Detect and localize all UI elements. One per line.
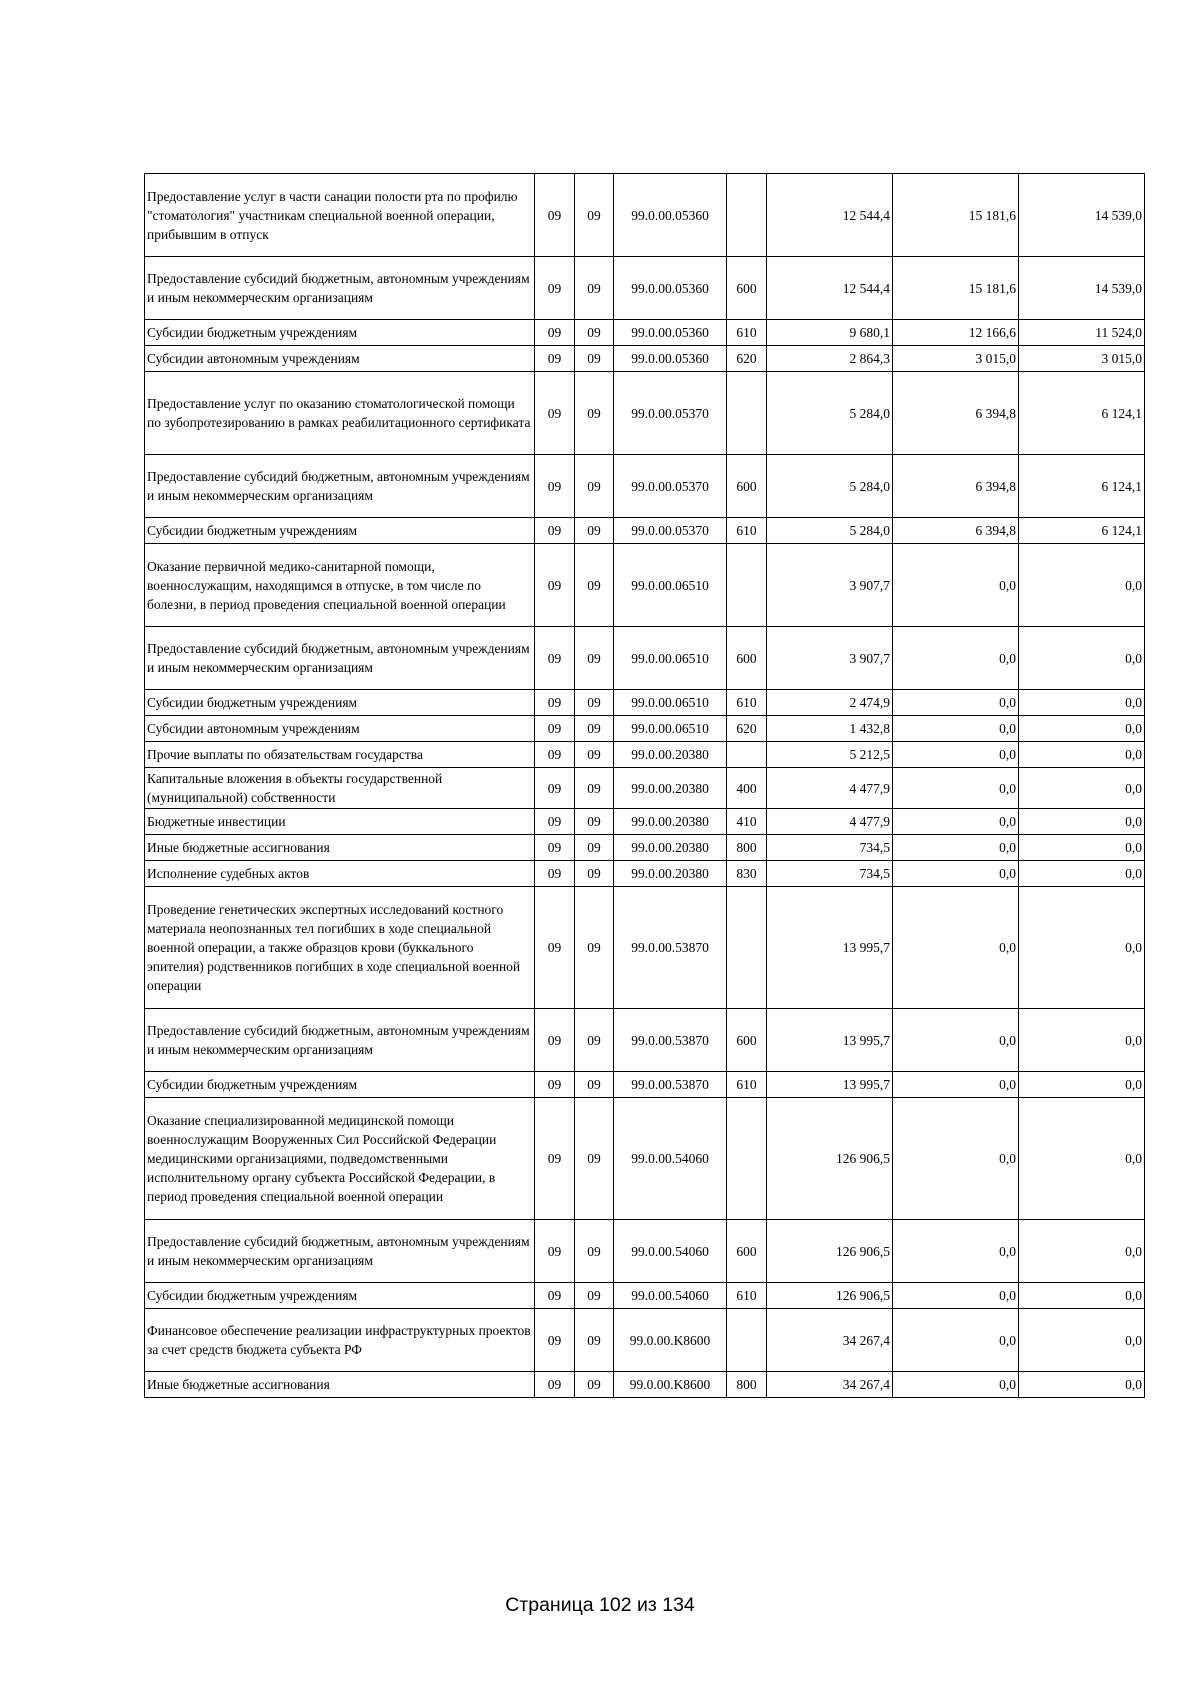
row-amount-3: 6 124,1	[1019, 372, 1145, 455]
row-target-article: 99.0.00.K8600	[614, 1372, 727, 1398]
row-amount-1: 34 267,4	[767, 1309, 893, 1372]
row-expense-type	[727, 174, 767, 257]
row-expense-type	[727, 372, 767, 455]
table-row	[145, 1309, 1145, 1372]
table-row	[145, 346, 1145, 372]
table-row	[145, 1009, 1145, 1072]
row-amount-1: 5 284,0	[767, 372, 893, 455]
row-amount-3: 0,0	[1019, 1009, 1145, 1072]
row-section: 09	[535, 742, 575, 768]
row-amount-3: 14 539,0	[1019, 174, 1145, 257]
row-expense-type: 600	[727, 257, 767, 320]
row-expense-type: 600	[727, 455, 767, 518]
row-target-article: 99.0.00.54060	[614, 1220, 727, 1283]
row-expense-type	[727, 887, 767, 1009]
row-target-article: 99.0.00.53870	[614, 1009, 727, 1072]
row-section: 09	[535, 768, 575, 809]
row-amount-2: 0,0	[893, 544, 1019, 627]
table-row	[145, 1072, 1145, 1098]
row-name: Субсидии бюджетным учреждениям	[145, 690, 535, 716]
row-target-article: 99.0.00.20380	[614, 835, 727, 861]
table-row	[145, 768, 1145, 809]
row-name: Субсидии бюджетным учреждениям	[145, 1072, 535, 1098]
row-amount-2: 0,0	[893, 742, 1019, 768]
row-target-article: 99.0.00.20380	[614, 742, 727, 768]
row-amount-1: 13 995,7	[767, 1009, 893, 1072]
row-section: 09	[535, 257, 575, 320]
row-section: 09	[535, 716, 575, 742]
row-target-article: 99.0.00.05360	[614, 257, 727, 320]
row-amount-1: 3 907,7	[767, 544, 893, 627]
row-name: Капитальные вложения в объекты государственной (муниципальной) собственности	[145, 768, 535, 809]
row-expense-type: 620	[727, 716, 767, 742]
row-name: Иные бюджетные ассигнования	[145, 1372, 535, 1398]
row-name: Предоставление услуг в части санации полости рта по профилю "стоматология" участникам специальной военной операции, прибывшим в отпуск	[145, 174, 535, 257]
row-target-article: 99.0.00.05370	[614, 372, 727, 455]
row-section: 09	[535, 1220, 575, 1283]
row-amount-1: 126 906,5	[767, 1098, 893, 1220]
row-amount-1: 4 477,9	[767, 768, 893, 809]
table-row	[145, 742, 1145, 768]
row-target-article: 99.0.00.20380	[614, 861, 727, 887]
row-amount-2: 6 394,8	[893, 455, 1019, 518]
row-amount-3: 0,0	[1019, 627, 1145, 690]
row-amount-1: 12 544,4	[767, 174, 893, 257]
row-section: 09	[535, 1098, 575, 1220]
row-name: Предоставление субсидий бюджетным, автономным учреждениям и иным некоммерческим организациям	[145, 257, 535, 320]
row-section: 09	[535, 1309, 575, 1372]
row-section: 09	[535, 372, 575, 455]
row-expense-type: 410	[727, 809, 767, 835]
row-amount-2: 0,0	[893, 861, 1019, 887]
row-amount-3: 0,0	[1019, 809, 1145, 835]
row-amount-3: 11 524,0	[1019, 320, 1145, 346]
row-name: Предоставление субсидий бюджетным, автономным учреждениям и иным некоммерческим организациям	[145, 627, 535, 690]
row-amount-1: 34 267,4	[767, 1372, 893, 1398]
row-amount-2: 0,0	[893, 809, 1019, 835]
row-amount-3: 0,0	[1019, 742, 1145, 768]
row-section: 09	[535, 1072, 575, 1098]
row-amount-1: 9 680,1	[767, 320, 893, 346]
row-subsection: 09	[575, 742, 614, 768]
row-subsection: 09	[575, 835, 614, 861]
row-target-article: 99.0.00.06510	[614, 544, 727, 627]
row-amount-1: 126 906,5	[767, 1220, 893, 1283]
row-name: Субсидии автономным учреждениям	[145, 716, 535, 742]
row-amount-3: 14 539,0	[1019, 257, 1145, 320]
row-target-article: 99.0.00.K8600	[614, 1309, 727, 1372]
row-expense-type: 600	[727, 627, 767, 690]
row-target-article: 99.0.00.06510	[614, 716, 727, 742]
row-name: Проведение генетических экспертных исследований костного материала неопознанных тел погибших в ходе специальной военной операции, а также образцов крови (буккального эпителия) родственников погибших в ходе специальной военной операции	[145, 887, 535, 1009]
row-subsection: 09	[575, 320, 614, 346]
row-name: Предоставление субсидий бюджетным, автономным учреждениям и иным некоммерческим организациям	[145, 455, 535, 518]
row-name: Предоставление субсидий бюджетным, автономным учреждениям и иным некоммерческим организациям	[145, 1220, 535, 1283]
row-amount-3: 0,0	[1019, 1372, 1145, 1398]
row-section: 09	[535, 455, 575, 518]
row-amount-3: 6 124,1	[1019, 455, 1145, 518]
row-amount-3: 0,0	[1019, 1220, 1145, 1283]
row-subsection: 09	[575, 257, 614, 320]
row-target-article: 99.0.00.05370	[614, 518, 727, 544]
row-amount-2: 0,0	[893, 1009, 1019, 1072]
table-row	[145, 809, 1145, 835]
row-subsection: 09	[575, 1283, 614, 1309]
table-row	[145, 690, 1145, 716]
row-section: 09	[535, 809, 575, 835]
row-name: Предоставление услуг по оказанию стоматологической помощи по зубопротезированию в рамках реабилитационного сертификата	[145, 372, 535, 455]
row-amount-2: 0,0	[893, 627, 1019, 690]
row-subsection: 09	[575, 455, 614, 518]
row-subsection: 09	[575, 1009, 614, 1072]
row-amount-2: 0,0	[893, 768, 1019, 809]
row-amount-1: 13 995,7	[767, 1072, 893, 1098]
row-subsection: 09	[575, 1098, 614, 1220]
table-row	[145, 861, 1145, 887]
row-expense-type: 610	[727, 518, 767, 544]
table-row	[145, 627, 1145, 690]
row-amount-3: 0,0	[1019, 1283, 1145, 1309]
row-expense-type: 600	[727, 1220, 767, 1283]
row-subsection: 09	[575, 768, 614, 809]
row-name: Оказание специализированной медицинской помощи военнослужащим Вооруженных Сил Российской Федерации медицинскими организациями, подведомственными исполнительному органу субъекта Российской Федерации, в период проведения специальной военной операции	[145, 1098, 535, 1220]
row-name: Исполнение судебных актов	[145, 861, 535, 887]
row-section: 09	[535, 518, 575, 544]
row-amount-3: 0,0	[1019, 887, 1145, 1009]
table-row	[145, 887, 1145, 1009]
row-section: 09	[535, 690, 575, 716]
row-amount-1: 13 995,7	[767, 887, 893, 1009]
row-section: 09	[535, 1009, 575, 1072]
row-expense-type	[727, 742, 767, 768]
table-row	[145, 518, 1145, 544]
row-amount-2: 3 015,0	[893, 346, 1019, 372]
row-target-article: 99.0.00.54060	[614, 1283, 727, 1309]
table-body	[145, 174, 1145, 1398]
row-expense-type: 610	[727, 1283, 767, 1309]
row-target-article: 99.0.00.05370	[614, 455, 727, 518]
row-amount-1: 2 864,3	[767, 346, 893, 372]
row-target-article: 99.0.00.05360	[614, 320, 727, 346]
row-section: 09	[535, 320, 575, 346]
row-subsection: 09	[575, 1220, 614, 1283]
row-expense-type	[727, 544, 767, 627]
row-amount-3: 0,0	[1019, 1309, 1145, 1372]
row-section: 09	[535, 1372, 575, 1398]
row-target-article: 99.0.00.53870	[614, 887, 727, 1009]
row-amount-1: 3 907,7	[767, 627, 893, 690]
row-section: 09	[535, 346, 575, 372]
row-section: 09	[535, 861, 575, 887]
table-row	[145, 320, 1145, 346]
row-name: Бюджетные инвестиции	[145, 809, 535, 835]
row-name: Иные бюджетные ассигнования	[145, 835, 535, 861]
row-subsection: 09	[575, 861, 614, 887]
row-amount-2: 0,0	[893, 716, 1019, 742]
row-amount-2: 15 181,6	[893, 174, 1019, 257]
row-amount-2: 0,0	[893, 1309, 1019, 1372]
row-target-article: 99.0.00.20380	[614, 809, 727, 835]
row-amount-3: 0,0	[1019, 1072, 1145, 1098]
row-expense-type: 610	[727, 690, 767, 716]
row-amount-2: 0,0	[893, 690, 1019, 716]
row-name: Прочие выплаты по обязательствам государства	[145, 742, 535, 768]
row-amount-3: 0,0	[1019, 716, 1145, 742]
row-target-article: 99.0.00.05360	[614, 174, 727, 257]
page-number: Страница 102 из 134	[505, 1594, 695, 1616]
row-subsection: 09	[575, 346, 614, 372]
row-subsection: 09	[575, 1072, 614, 1098]
row-expense-type: 610	[727, 1072, 767, 1098]
row-expense-type: 620	[727, 346, 767, 372]
table-row	[145, 455, 1145, 518]
row-section: 09	[535, 174, 575, 257]
row-subsection: 09	[575, 1309, 614, 1372]
row-amount-2: 6 394,8	[893, 518, 1019, 544]
row-subsection: 09	[575, 1372, 614, 1398]
row-amount-3: 0,0	[1019, 768, 1145, 809]
row-amount-2: 0,0	[893, 1372, 1019, 1398]
row-amount-2: 0,0	[893, 1283, 1019, 1309]
row-subsection: 09	[575, 544, 614, 627]
row-subsection: 09	[575, 518, 614, 544]
table-row	[145, 174, 1145, 257]
table-row	[145, 544, 1145, 627]
row-target-article: 99.0.00.06510	[614, 627, 727, 690]
row-subsection: 09	[575, 887, 614, 1009]
row-amount-1: 734,5	[767, 835, 893, 861]
row-expense-type	[727, 1309, 767, 1372]
row-subsection: 09	[575, 174, 614, 257]
row-amount-3: 0,0	[1019, 1098, 1145, 1220]
row-amount-1: 1 432,8	[767, 716, 893, 742]
row-name: Предоставление субсидий бюджетным, автономным учреждениям и иным некоммерческим организациям	[145, 1009, 535, 1072]
row-target-article: 99.0.00.06510	[614, 690, 727, 716]
row-section: 09	[535, 544, 575, 627]
table-row	[145, 1283, 1145, 1309]
row-target-article: 99.0.00.20380	[614, 768, 727, 809]
row-name: Субсидии бюджетным учреждениям	[145, 518, 535, 544]
row-subsection: 09	[575, 716, 614, 742]
row-amount-3: 0,0	[1019, 835, 1145, 861]
row-amount-1: 12 544,4	[767, 257, 893, 320]
row-target-article: 99.0.00.54060	[614, 1098, 727, 1220]
row-name: Субсидии бюджетным учреждениям	[145, 1283, 535, 1309]
table-row	[145, 1098, 1145, 1220]
row-amount-3: 6 124,1	[1019, 518, 1145, 544]
row-amount-2: 0,0	[893, 835, 1019, 861]
row-amount-3: 3 015,0	[1019, 346, 1145, 372]
row-expense-type: 800	[727, 1372, 767, 1398]
row-amount-2: 6 394,8	[893, 372, 1019, 455]
row-expense-type: 400	[727, 768, 767, 809]
row-subsection: 09	[575, 690, 614, 716]
row-expense-type: 600	[727, 1009, 767, 1072]
row-amount-1: 126 906,5	[767, 1283, 893, 1309]
row-section: 09	[535, 1283, 575, 1309]
row-amount-2: 0,0	[893, 1098, 1019, 1220]
row-expense-type: 610	[727, 320, 767, 346]
row-expense-type: 830	[727, 861, 767, 887]
row-amount-3: 0,0	[1019, 544, 1145, 627]
row-name: Субсидии бюджетным учреждениям	[145, 320, 535, 346]
row-amount-2: 0,0	[893, 887, 1019, 1009]
row-name: Оказание первичной медико-санитарной помощи, военнослужащим, находящимся в отпуске, в том числе по болезни, в период проведения специальной военной операции	[145, 544, 535, 627]
table-row	[145, 257, 1145, 320]
table-row	[145, 1220, 1145, 1283]
row-name: Финансовое обеспечение реализации инфраструктурных проектов за счет средств бюджета субъекта РФ	[145, 1309, 535, 1372]
row-amount-1: 5 212,5	[767, 742, 893, 768]
row-subsection: 09	[575, 809, 614, 835]
row-amount-2: 15 181,6	[893, 257, 1019, 320]
row-subsection: 09	[575, 627, 614, 690]
row-amount-3: 0,0	[1019, 861, 1145, 887]
row-amount-1: 2 474,9	[767, 690, 893, 716]
row-amount-2: 12 166,6	[893, 320, 1019, 346]
row-expense-type	[727, 1098, 767, 1220]
row-target-article: 99.0.00.05360	[614, 346, 727, 372]
row-amount-3: 0,0	[1019, 690, 1145, 716]
row-section: 09	[535, 835, 575, 861]
row-target-article: 99.0.00.53870	[614, 1072, 727, 1098]
row-name: Субсидии автономным учреждениям	[145, 346, 535, 372]
row-amount-1: 5 284,0	[767, 518, 893, 544]
row-amount-1: 734,5	[767, 861, 893, 887]
table-row	[145, 716, 1145, 742]
table-row	[145, 1372, 1145, 1398]
row-expense-type: 800	[727, 835, 767, 861]
row-amount-1: 5 284,0	[767, 455, 893, 518]
row-section: 09	[535, 887, 575, 1009]
row-subsection: 09	[575, 372, 614, 455]
table-row	[145, 372, 1145, 455]
row-amount-1: 4 477,9	[767, 809, 893, 835]
table-row	[145, 835, 1145, 861]
row-section: 09	[535, 627, 575, 690]
row-amount-2: 0,0	[893, 1072, 1019, 1098]
row-amount-2: 0,0	[893, 1220, 1019, 1283]
budget-table	[144, 173, 1145, 1398]
